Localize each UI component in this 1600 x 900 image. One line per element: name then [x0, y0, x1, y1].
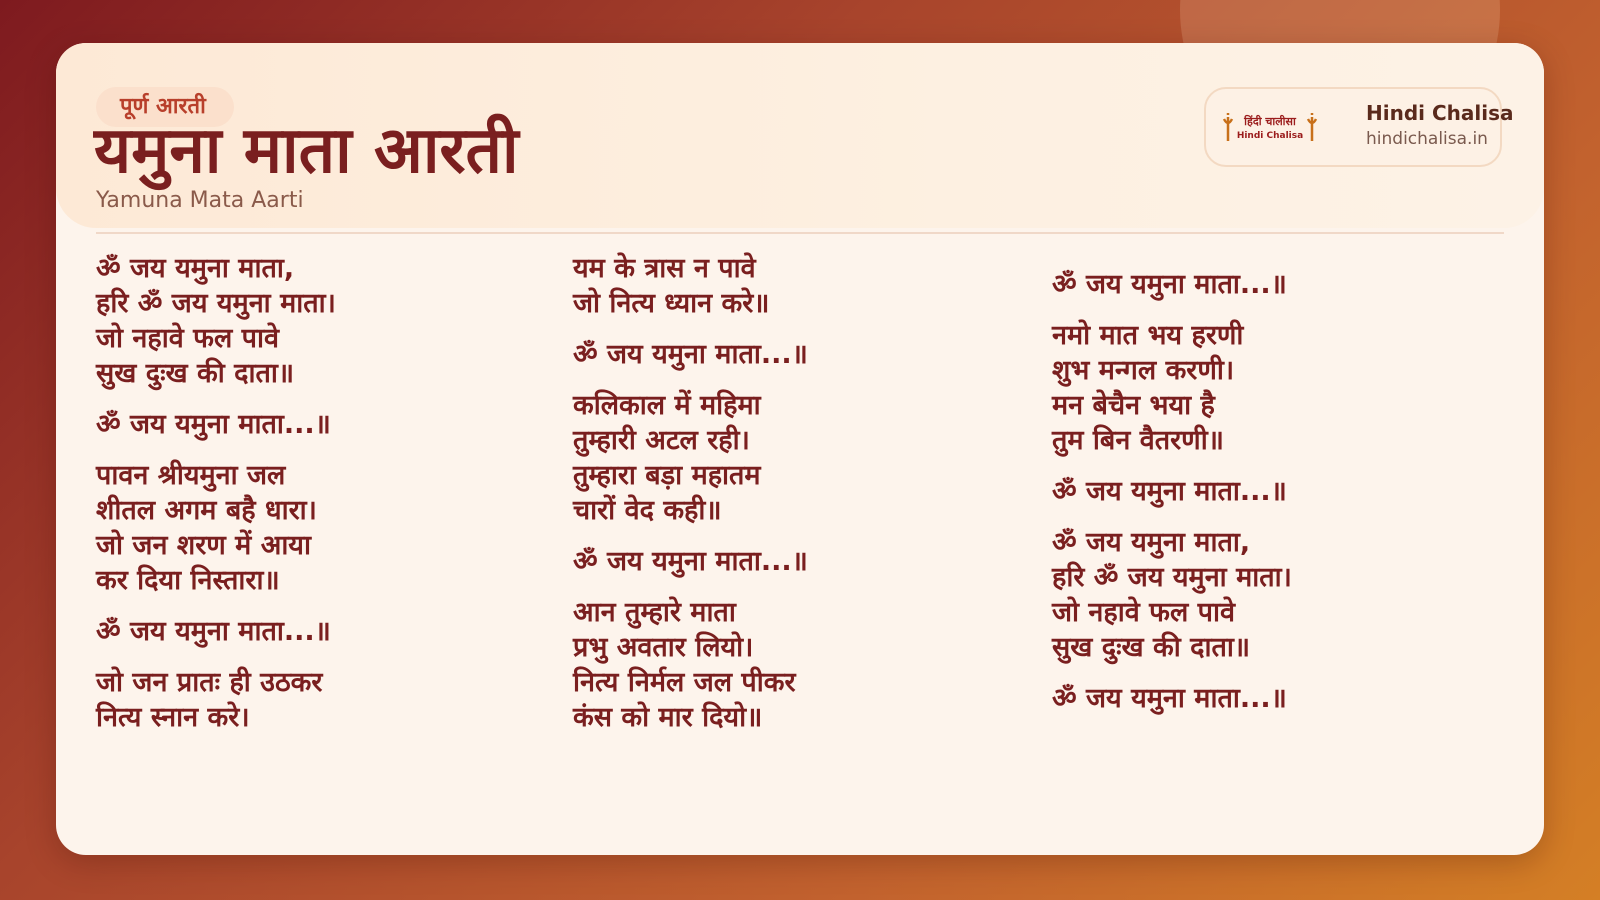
- verse-line: जो जन प्रातः ही उठकर: [96, 667, 323, 698]
- verse-column-3: [1052, 251, 1492, 732]
- brand-card[interactable]: [1204, 87, 1514, 167]
- stanza: [96, 665, 536, 735]
- stanza: [96, 458, 536, 598]
- stanza: [96, 251, 536, 391]
- stanza: [1052, 474, 1492, 509]
- verse-line: कर दिया निस्तारा॥: [96, 565, 280, 596]
- verse-line: ॐ जय यमुना माता...॥: [1052, 476, 1287, 507]
- brand-logo: [1220, 107, 1320, 149]
- category-badge: पूर्ण आरती: [96, 87, 234, 127]
- verse-line: प्रभु अवतार लियो।: [573, 632, 754, 663]
- verse-line: नित्य निर्मल जल पीकर: [573, 667, 796, 698]
- verse-line: ॐ जय यमुना माता...॥: [96, 616, 331, 647]
- verse-line: आन तुम्हारे माता: [573, 597, 736, 628]
- divider: [96, 232, 1504, 234]
- verse-line: सुख दुःख की दाता॥: [96, 358, 295, 389]
- trident-right-icon: [1308, 113, 1316, 141]
- stanza: [1052, 525, 1492, 665]
- stanza: [1052, 318, 1492, 458]
- verse-line: शुभ मन्गल करणी।: [1052, 355, 1235, 386]
- logo-text-hindi: हिंदी चालीसा: [1244, 115, 1296, 128]
- verse-line: तुम्हारी अटल रही।: [573, 425, 750, 456]
- trident-left-icon: [1224, 113, 1232, 141]
- brand-url[interactable]: hindichalisa.in: [1366, 129, 1488, 149]
- logo-text-english: Hindi Chalisa: [1236, 131, 1304, 141]
- stanza: [573, 388, 1013, 528]
- stanza: [573, 251, 1013, 321]
- stanza: [96, 614, 536, 649]
- stanza: [1052, 267, 1492, 302]
- verse-line: जो जन शरण में आया: [96, 530, 311, 561]
- stanza: [573, 337, 1013, 372]
- verse-line: पावन श्रीयमुना जल: [96, 460, 286, 491]
- verse-line: तुम बिन वैतरणी॥: [1052, 425, 1224, 456]
- page-subtitle: Yamuna Mata Aarti: [96, 188, 304, 213]
- aarti-card: [56, 43, 1544, 855]
- verse-line: ॐ जय यमुना माता...॥: [1052, 269, 1287, 300]
- stanza: [96, 407, 536, 442]
- stanza: [573, 595, 1013, 735]
- verse-line: जो नहावे फल पावे: [1052, 597, 1236, 628]
- stanza: [1052, 681, 1492, 716]
- brand-name: Hindi Chalisa: [1366, 101, 1514, 125]
- verse-line: हरि ॐ जय यमुना माता।: [96, 288, 336, 319]
- verse-line: सुख दुःख की दाता॥: [1052, 632, 1251, 663]
- verse-line: ॐ जय यमुना माता...॥: [573, 339, 808, 370]
- verse-line: ॐ जय यमुना माता,: [96, 253, 295, 284]
- verse-line: ॐ जय यमुना माता...॥: [573, 546, 808, 577]
- verse-line: शीतल अगम बहै धारा।: [96, 495, 317, 526]
- verse-line: हरि ॐ जय यमुना माता।: [1052, 562, 1292, 593]
- verse-line: कंस को मार दियो॥: [573, 702, 763, 733]
- verse-column-2: [573, 251, 1013, 751]
- verse-line: जो नित्य ध्यान करे॥: [573, 288, 770, 319]
- header: [56, 43, 1544, 228]
- verse-line: जो नहावे फल पावे: [96, 323, 280, 354]
- verse-line: नमो मात भय हरणी: [1052, 320, 1244, 351]
- verse-line: ॐ जय यमुना माता...॥: [1052, 683, 1287, 714]
- verse-line: ॐ जय यमुना माता,: [1052, 527, 1251, 558]
- verse-line: कलिकाल में महिमा: [573, 390, 761, 421]
- verse-column-1: [96, 251, 536, 751]
- verse-line: यम के त्रास न पावे: [573, 253, 756, 284]
- stanza: [573, 544, 1013, 579]
- verse-line: ॐ जय यमुना माता...॥: [96, 409, 331, 440]
- verse-line: चारों वेद कही॥: [573, 495, 722, 526]
- verse-line: मन बेचैन भया है: [1052, 390, 1215, 421]
- verse-line: नित्य स्नान करे।: [96, 702, 250, 733]
- verse-line: तुम्हारा बड़ा महातम: [573, 460, 761, 491]
- page-title: यमुना माता आरती: [94, 114, 519, 188]
